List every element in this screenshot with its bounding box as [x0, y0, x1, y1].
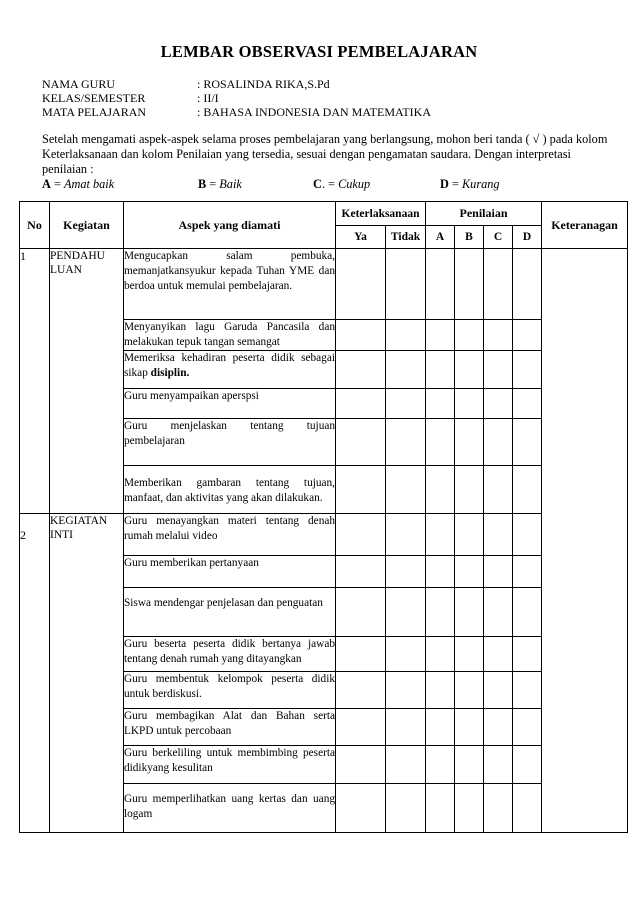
- cell-ya[interactable]: [336, 320, 386, 351]
- cell-ya[interactable]: [336, 389, 386, 419]
- cell-tidak[interactable]: [386, 637, 426, 672]
- info-value: : II/I: [197, 91, 219, 105]
- cell-d[interactable]: [513, 556, 542, 588]
- aspect-text: Siswa mendengar penjelasan dan penguatan: [124, 588, 336, 637]
- cell-keteranagan[interactable]: [542, 249, 628, 833]
- cell-ya[interactable]: [336, 637, 386, 672]
- cell-tidak[interactable]: [386, 249, 426, 320]
- cell-c[interactable]: [484, 637, 513, 672]
- header-no: No: [20, 202, 50, 249]
- cell-tidak[interactable]: [386, 556, 426, 588]
- cell-tidak[interactable]: [386, 466, 426, 514]
- cell-c[interactable]: [484, 514, 513, 556]
- info-row-mata-pelajaran: [42, 105, 431, 119]
- row-number: 2: [20, 514, 50, 833]
- cell-b[interactable]: [455, 746, 484, 784]
- aspect-text: Guru membentuk kelompok peserta didik untuk berdiskusi.: [124, 672, 336, 709]
- legend-a: A = Amat baik: [42, 177, 115, 191]
- aspect-text: Guru beserta peserta didik bertanya jawab tentang denah rumah yang ditayangkan: [124, 637, 336, 672]
- info-row-kelas-semester: [42, 91, 219, 105]
- cell-b[interactable]: [455, 784, 484, 833]
- table-header-row: [20, 202, 628, 226]
- header-a: A: [426, 226, 455, 249]
- info-value: : BAHASA INDONESIA DAN MATEMATIKA: [197, 105, 432, 119]
- cell-b[interactable]: [455, 556, 484, 588]
- aspect-text: Guru memberikan pertanyaan: [124, 556, 336, 588]
- cell-c[interactable]: [484, 784, 513, 833]
- cell-a[interactable]: [426, 351, 455, 389]
- cell-d[interactable]: [513, 746, 542, 784]
- cell-a[interactable]: [426, 389, 455, 419]
- header-b: B: [455, 226, 484, 249]
- cell-ya[interactable]: [336, 746, 386, 784]
- cell-tidak[interactable]: [386, 588, 426, 637]
- aspect-text: Guru berkeliling untuk membimbing peserta didikyang kesulitan: [124, 746, 336, 784]
- header-keteranagan: Keteranagan: [542, 202, 628, 249]
- aspect-text: Memeriksa kehadiran peserta didik sebagai sikap disiplin.: [124, 351, 336, 389]
- cell-a[interactable]: [426, 419, 455, 466]
- cell-d[interactable]: [513, 709, 542, 746]
- cell-b[interactable]: [455, 466, 484, 514]
- cell-tidak[interactable]: [386, 320, 426, 351]
- instructions-text: Setelah mengamati aspek-aspek selama proses pembelajaran yang berlangsung, mohon beri tanda ( √ ) pada kolom Keterlaksanaan dan kolom Penilaian yang tersedia, sesuai dengan pengamatan saudara. Dengan interpretasi penilaian :: [42, 132, 608, 176]
- cell-c[interactable]: [484, 588, 513, 637]
- cell-c[interactable]: [484, 389, 513, 419]
- legend-b: B = Baik: [198, 177, 242, 191]
- cell-d[interactable]: [513, 389, 542, 419]
- cell-d[interactable]: [513, 320, 542, 351]
- cell-tidak[interactable]: [386, 351, 426, 389]
- header-ya: Ya: [336, 226, 386, 249]
- cell-ya[interactable]: [336, 784, 386, 833]
- info-value: : ROSALINDA RIKA,S.Pd: [197, 77, 330, 91]
- cell-d[interactable]: [513, 249, 542, 320]
- cell-tidak[interactable]: [386, 746, 426, 784]
- cell-ya[interactable]: [336, 556, 386, 588]
- page-title: LEMBAR OBSERVASI PEMBELAJARAN: [160, 42, 478, 61]
- cell-ya[interactable]: [336, 466, 386, 514]
- cell-d[interactable]: [513, 419, 542, 466]
- cell-ya[interactable]: [336, 351, 386, 389]
- cell-b[interactable]: [455, 320, 484, 351]
- cell-a[interactable]: [426, 709, 455, 746]
- cell-c[interactable]: [484, 249, 513, 320]
- cell-tidak[interactable]: [386, 419, 426, 466]
- cell-a[interactable]: [426, 746, 455, 784]
- info-label: KELAS/SEMESTER: [42, 91, 146, 105]
- cell-a[interactable]: [426, 514, 455, 556]
- aspect-text: Mengucapkan salam pembuka, memanjatkansyukur kepada Tuhan YME dan berdoa untuk memulai pembelajaran.: [124, 249, 336, 320]
- aspect-text: Guru menjelaskan tentang tujuan pembelajaran: [124, 419, 336, 466]
- table-row: [20, 249, 628, 320]
- cell-ya[interactable]: [336, 419, 386, 466]
- aspect-text: Guru menayangkan materi tentang denah rumah melalui video: [124, 514, 336, 556]
- aspect-text: Menyanyikan lagu Garuda Pancasila dan melakukan tepuk tangan semangat: [124, 320, 336, 351]
- cell-c[interactable]: [484, 351, 513, 389]
- cell-tidak[interactable]: [386, 389, 426, 419]
- aspect-text: Guru membagikan Alat dan Bahan serta LKPD untuk percobaan: [124, 709, 336, 746]
- cell-d[interactable]: [513, 637, 542, 672]
- cell-c[interactable]: [484, 672, 513, 709]
- cell-tidak[interactable]: [386, 672, 426, 709]
- cell-b[interactable]: [455, 709, 484, 746]
- aspect-text: Guru memperlihatkan uang kertas dan uang logam: [124, 784, 336, 833]
- cell-ya[interactable]: [336, 514, 386, 556]
- cell-tidak[interactable]: [386, 784, 426, 833]
- header-c: C: [484, 226, 513, 249]
- cell-a[interactable]: [426, 466, 455, 514]
- cell-c[interactable]: [484, 466, 513, 514]
- cell-a[interactable]: [426, 249, 455, 320]
- header-tidak: Tidak: [386, 226, 426, 249]
- cell-a[interactable]: [426, 784, 455, 833]
- cell-ya[interactable]: [336, 709, 386, 746]
- info-row-nama-guru: [42, 77, 330, 91]
- cell-d[interactable]: [513, 588, 542, 637]
- cell-d[interactable]: [513, 466, 542, 514]
- cell-c[interactable]: [484, 746, 513, 784]
- cell-tidak[interactable]: [386, 709, 426, 746]
- aspect-text: Memberikan gambaran tentang tujuan, manfaat, dan aktivitas yang akan dilakukan.: [124, 466, 336, 514]
- cell-b[interactable]: [455, 588, 484, 637]
- activity-name: PENDAHU LUAN: [50, 249, 124, 514]
- table-row: [20, 514, 628, 556]
- cell-b[interactable]: [455, 419, 484, 466]
- cell-c[interactable]: [484, 556, 513, 588]
- legend-c: C. = Cukup: [313, 177, 371, 191]
- cell-ya[interactable]: [336, 249, 386, 320]
- activity-name: KEGIATAN INTI: [50, 514, 124, 833]
- info-label: MATA PELAJARAN: [42, 105, 147, 119]
- cell-a[interactable]: [426, 320, 455, 351]
- aspect-text: Guru menyampaikan aperspsi: [124, 389, 336, 419]
- legend-d: D = Kurang: [440, 177, 500, 191]
- header-aspek: Aspek yang diamati: [124, 202, 336, 249]
- cell-d[interactable]: [513, 514, 542, 556]
- cell-tidak[interactable]: [386, 514, 426, 556]
- cell-c[interactable]: [484, 419, 513, 466]
- header-penilaian: Penilaian: [426, 202, 542, 226]
- info-label: NAMA GURU: [42, 77, 116, 91]
- header-d: D: [513, 226, 542, 249]
- row-number: 1: [20, 249, 50, 514]
- cell-b[interactable]: [455, 389, 484, 419]
- cell-a[interactable]: [426, 672, 455, 709]
- cell-d[interactable]: [513, 672, 542, 709]
- cell-c[interactable]: [484, 709, 513, 746]
- cell-a[interactable]: [426, 637, 455, 672]
- cell-b[interactable]: [455, 514, 484, 556]
- cell-a[interactable]: [426, 588, 455, 637]
- cell-ya[interactable]: [336, 672, 386, 709]
- cell-b[interactable]: [455, 249, 484, 320]
- cell-b[interactable]: [455, 637, 484, 672]
- cell-d[interactable]: [513, 784, 542, 833]
- header-keterlaksanaan: Keterlaksanaan: [336, 202, 426, 226]
- cell-b[interactable]: [455, 351, 484, 389]
- cell-c[interactable]: [484, 320, 513, 351]
- observation-table: [19, 201, 628, 833]
- cell-ya[interactable]: [336, 588, 386, 637]
- header-kegiatan: Kegiatan: [50, 202, 124, 249]
- cell-b[interactable]: [455, 672, 484, 709]
- cell-d[interactable]: [513, 351, 542, 389]
- cell-a[interactable]: [426, 556, 455, 588]
